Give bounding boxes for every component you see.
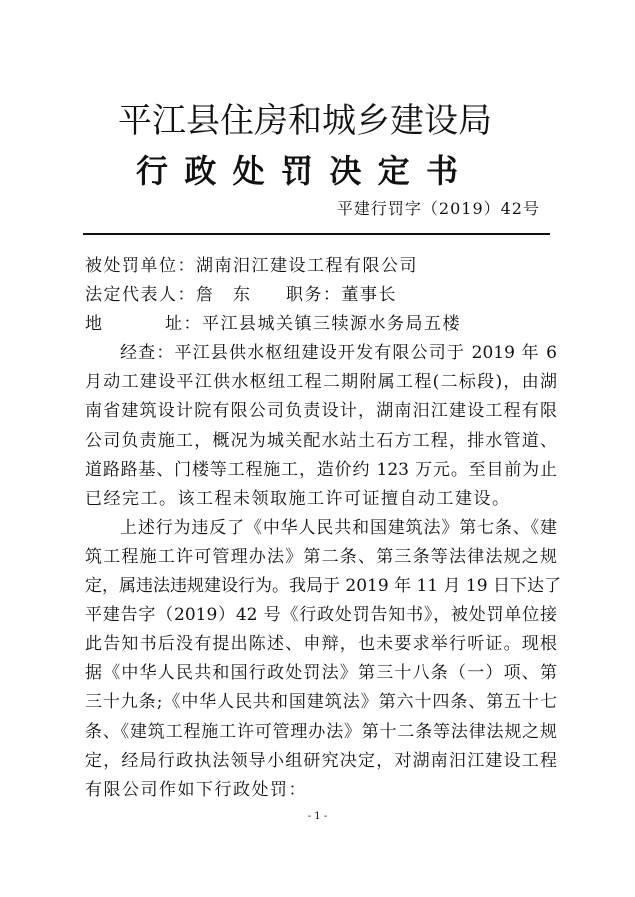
text-line: 已经完工。该工程未领取施工许可证擅自动工建设。 (85, 488, 511, 509)
text-line: 经查：平江县供水枢纽建设开发有限公司于 2019 年 6 (120, 343, 557, 364)
address-value: 平江县城关镇三犊源水务局五楼 (202, 314, 461, 335)
address-label-2: 址： (165, 314, 202, 335)
text-line: 平建告字（2019）42 号《行政处罚告知书》，被处罚单位接 (85, 605, 557, 626)
text-line: 定，经局行政执法领导小组研究决定，对湖南汨江建设工程 (85, 750, 557, 771)
legal-rep-value: 詹 东 (196, 285, 252, 306)
document-body (85, 252, 561, 805)
text-line: 定，属违法违规建设行为。我局于 2019 年 11 月 19 日下达了 (85, 576, 561, 597)
text-line: 此告知书后没有提出陈述、申辩，也未要求举行听证。现根 (85, 634, 557, 655)
position-label: 职务： (286, 285, 342, 306)
text-line: 上述行为违反了《中华人民共和国建筑法》第七条、《建 (120, 517, 557, 538)
legal-rep-line (85, 281, 557, 310)
document-number: 平建行罚字（2019）42号 (336, 199, 540, 218)
text-line: 据《中华人民共和国行政处罚法》第三十八条（一）项、第 (85, 663, 557, 684)
text-line: 条、《建筑工程施工许可管理办法》第十二条等法律法规之规 (85, 721, 557, 742)
page-number: - 1 - (307, 811, 328, 822)
address-label-1: 地 (85, 314, 104, 335)
text-line: 三十九条;《中华人民共和国建筑法》第六十四条、第五十七 (85, 692, 557, 713)
penalized-unit-value: 湖南汨江建设工程有限公司 (196, 256, 418, 276)
document-title: 行政处罚决定书 (136, 152, 458, 190)
text-line: 有限公司作如下行政处罚： (85, 779, 307, 800)
text-line: 道路路基、门楼等工程施工，造价约 123 万元。至目前为止 (85, 459, 557, 480)
agency-name: 平江县住房和城乡建设局 (118, 101, 492, 141)
paragraph-decision (85, 514, 561, 805)
legal-rep-label: 法定代表人： (85, 285, 196, 306)
penalized-unit-label: 被处罚单位： (85, 256, 196, 276)
address-line (85, 310, 557, 339)
position-value: 董事长 (341, 285, 397, 306)
text-line: 公司负责施工，概况为城关配水站土石方工程，排水管道、 (85, 430, 557, 451)
header-divider (83, 233, 550, 235)
penalized-unit-line (85, 252, 557, 281)
paragraph-findings (85, 339, 557, 514)
text-line: 南省建筑设计院有限公司负责设计，湖南汨江建设工程有限 (85, 401, 557, 422)
text-line: 筑工程施工许可管理办法》第二条、第三条等法律法规之规 (85, 546, 557, 567)
text-line: 月动工建设平江供水枢纽工程二期附属工程(二标段)，由湖 (85, 372, 557, 393)
